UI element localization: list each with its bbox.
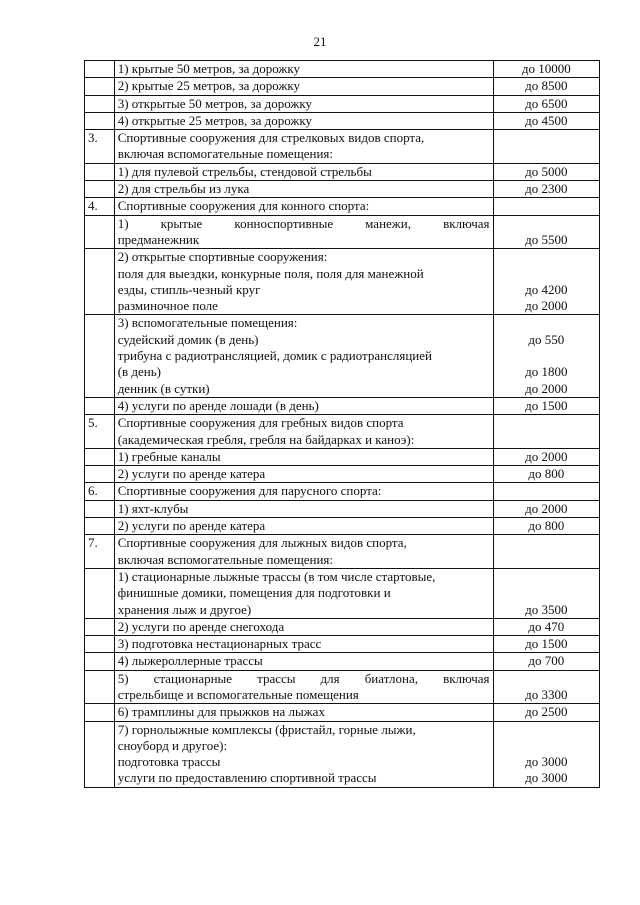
price-value: до 2500 (525, 704, 568, 720)
price-value (497, 130, 596, 146)
row-description (114, 568, 493, 618)
row-price (493, 130, 599, 164)
description-line: предманежник (117, 231, 200, 247)
description-line: 1) яхт-клубы (117, 500, 189, 516)
row-number (85, 448, 115, 465)
price-value: до 800 (528, 518, 565, 534)
price-value (497, 146, 596, 162)
price-value: до 2000 (525, 500, 568, 516)
row-number (85, 704, 115, 721)
table-row (85, 181, 600, 198)
table-row (85, 518, 600, 535)
price-value (497, 432, 596, 448)
row-number (85, 618, 115, 635)
price-value: до 700 (528, 653, 565, 669)
row-number: 7. (85, 535, 115, 569)
description-line: 4) лыжероллерные трассы (117, 653, 263, 669)
description-line: 1) крытые 50 метров, за дорожку (117, 61, 301, 76)
row-price (493, 448, 599, 465)
row-description (114, 198, 493, 215)
price-value: до 1800 (525, 364, 568, 380)
price-value: до 3000 (525, 754, 568, 770)
description-line: (академическая гребля, гребля на байдарках и каноэ): (117, 431, 415, 447)
description-line: 1) для пулевой стрельбы, стендовой стрельбы (117, 163, 372, 179)
row-number (85, 215, 115, 249)
row-description (114, 535, 493, 569)
price-value (497, 535, 596, 551)
row-description (114, 518, 493, 535)
row-number (85, 315, 115, 397)
description-line: 2) для стрельбы из лука (117, 181, 250, 197)
price-value: до 2000 (525, 298, 568, 314)
row-price (493, 721, 599, 787)
row-description (114, 636, 493, 653)
table-row (85, 618, 600, 635)
price-value: до 2000 (525, 380, 568, 396)
price-value (497, 569, 596, 585)
price-value (497, 722, 596, 738)
row-description (114, 215, 493, 249)
row-number (85, 78, 115, 95)
price-value: до 800 (528, 466, 565, 482)
table-row (85, 568, 600, 618)
description-line: 7) горнолыжные комплексы (фристайл, горные лыжи, (117, 721, 416, 737)
description-line: 2) услуги по аренде катера (117, 518, 266, 534)
row-description (114, 500, 493, 517)
description-line: 1) гребные каналы (117, 448, 221, 464)
table-body (85, 61, 600, 788)
row-price (493, 466, 599, 483)
price-value: до 3300 (525, 686, 568, 702)
row-description (114, 448, 493, 465)
row-price (493, 483, 599, 500)
table-row (85, 315, 600, 397)
description-line: 2) открытые спортивные сооружения: (117, 249, 328, 265)
table-row (85, 704, 600, 721)
description-line: (в день) (117, 364, 162, 380)
description-line: включая вспомогательные помещения: (117, 551, 333, 567)
price-value: до 6500 (525, 95, 568, 111)
price-value (497, 266, 596, 282)
price-table (84, 60, 600, 788)
row-price (493, 397, 599, 414)
price-value (497, 198, 596, 214)
table-row (85, 653, 600, 670)
description-line: денник (в сутки) (117, 380, 210, 396)
table-row (85, 130, 600, 164)
row-number (85, 61, 115, 78)
price-value: до 2000 (525, 448, 568, 464)
row-description (114, 112, 493, 129)
price-value: до 5000 (525, 163, 568, 179)
row-number (85, 112, 115, 129)
row-price (493, 636, 599, 653)
description-line: 4) открытые 25 метров, за дорожку (117, 112, 313, 128)
description-line: Спортивные сооружения для конного спорта: (117, 198, 370, 214)
row-price (493, 215, 599, 249)
description-line: сноуборд и другое): (117, 737, 228, 753)
table-row (85, 95, 600, 112)
row-description (114, 78, 493, 95)
price-value (497, 315, 596, 331)
row-description (114, 483, 493, 500)
description-line: разминочное поле (117, 298, 218, 314)
row-number (85, 500, 115, 517)
row-number (85, 670, 115, 704)
price-value (497, 585, 596, 601)
row-price (493, 198, 599, 215)
row-price (493, 704, 599, 721)
description-line: Спортивные сооружения для стрелковых видов спорта, (117, 130, 425, 146)
table-row (85, 500, 600, 517)
price-value: до 3000 (525, 770, 568, 786)
row-number (85, 163, 115, 180)
price-value (497, 483, 596, 499)
table-row (85, 721, 600, 787)
table-row (85, 397, 600, 414)
row-description (114, 130, 493, 164)
price-value (497, 249, 596, 265)
row-description (114, 721, 493, 787)
row-price (493, 315, 599, 397)
description-line: поля для выездки, конкурные поля, поля для манежной (117, 265, 424, 281)
row-number (85, 518, 115, 535)
description-line: 3) вспомогательные помещения: (117, 315, 298, 331)
description-line: 2) крытые 25 метров, за дорожку (117, 78, 301, 94)
price-value: до 8500 (525, 78, 568, 94)
page-number: 21 (313, 34, 327, 49)
description-line: 3) подготовка нестационарных трасс (117, 636, 322, 652)
table-row (85, 198, 600, 215)
row-description (114, 397, 493, 414)
description-line: Спортивные сооружения для парусного спорта: (117, 483, 382, 499)
table-row (85, 61, 600, 78)
description-line: 2) услуги по аренде снегохода (117, 618, 285, 634)
row-description (114, 466, 493, 483)
row-price (493, 249, 599, 315)
description-line: включая вспомогательные помещения: (117, 146, 333, 162)
price-value (497, 415, 596, 431)
table-row (85, 670, 600, 704)
row-price (493, 568, 599, 618)
description-line: 5) стационарные трассы для биатлона, включая (117, 670, 490, 686)
row-number: 6. (85, 483, 115, 500)
row-description (114, 181, 493, 198)
row-number (85, 95, 115, 112)
description-line: 4) услуги по аренде лошади (в день) (117, 397, 319, 413)
row-price (493, 78, 599, 95)
table-row (85, 163, 600, 180)
price-value: до 470 (528, 618, 565, 634)
row-number: 4. (85, 198, 115, 215)
row-price (493, 61, 599, 78)
description-line: езды, стипль-чезный круг (117, 281, 261, 297)
row-number (85, 249, 115, 315)
row-price (493, 618, 599, 635)
table-row (85, 466, 600, 483)
description-line: подготовка трассы (117, 754, 221, 770)
row-description (114, 95, 493, 112)
description-line: 2) услуги по аренде катера (117, 466, 266, 482)
description-line: финишные домики, помещения для подготовки и (117, 585, 391, 601)
description-line: Спортивные сооружения для гребных видов спорта (117, 415, 404, 431)
row-description (114, 704, 493, 721)
row-description (114, 163, 493, 180)
row-number (85, 721, 115, 787)
table-row (85, 415, 600, 449)
row-price (493, 500, 599, 517)
price-value (497, 552, 596, 568)
row-number: 5. (85, 415, 115, 449)
price-value (497, 348, 596, 364)
row-number (85, 636, 115, 653)
row-description (114, 415, 493, 449)
table-row (85, 215, 600, 249)
row-price (493, 163, 599, 180)
price-value: до 2300 (525, 181, 568, 197)
description-line: услуги по предоставлению спортивной трассы (117, 770, 377, 786)
description-line: судейский домик (в день) (117, 331, 259, 347)
row-price (493, 670, 599, 704)
row-number (85, 181, 115, 198)
row-number: 3. (85, 130, 115, 164)
price-value: до 10000 (521, 61, 571, 76)
description-line: трибуна с радиотрансляцией, домик с радиотрансляцией (117, 348, 432, 364)
price-value: до 4500 (525, 112, 568, 128)
row-number (85, 653, 115, 670)
row-price (493, 112, 599, 129)
row-price (493, 95, 599, 112)
table-row (85, 483, 600, 500)
row-description (114, 653, 493, 670)
row-price (493, 415, 599, 449)
table-row (85, 249, 600, 315)
price-value (497, 671, 596, 687)
description-line: Спортивные сооружения для лыжных видов спорта, (117, 535, 407, 551)
price-value: до 1500 (525, 636, 568, 652)
description-line: 6) трамплины для прыжков на лыжах (117, 704, 325, 720)
price-value (497, 216, 596, 232)
table-row (85, 112, 600, 129)
price-value: до 4200 (525, 281, 568, 297)
price-value: до 550 (528, 331, 565, 347)
row-description (114, 670, 493, 704)
price-value (497, 738, 596, 754)
price-value: до 3500 (525, 601, 568, 617)
description-line: 1) крытые конноспортивные манежи, включая (117, 215, 490, 231)
description-line: 1) стационарные лыжные трассы (в том числе стартовые, (117, 568, 436, 584)
table-row (85, 636, 600, 653)
row-number (85, 466, 115, 483)
row-price (493, 535, 599, 569)
row-description (114, 249, 493, 315)
price-value: до 5500 (525, 231, 568, 247)
row-description (114, 618, 493, 635)
row-price (493, 518, 599, 535)
row-description (114, 61, 493, 78)
description-line: хранения лыж и другое) (117, 601, 252, 617)
row-number (85, 568, 115, 618)
price-value: до 1500 (525, 397, 568, 413)
row-description (114, 315, 493, 397)
row-number (85, 397, 115, 414)
description-line: стрельбище и вспомогательные помещения (117, 686, 359, 702)
table-row (85, 535, 600, 569)
row-price (493, 181, 599, 198)
table-row (85, 78, 600, 95)
description-line: 3) открытые 50 метров, за дорожку (117, 95, 313, 111)
row-price (493, 653, 599, 670)
table-row (85, 448, 600, 465)
